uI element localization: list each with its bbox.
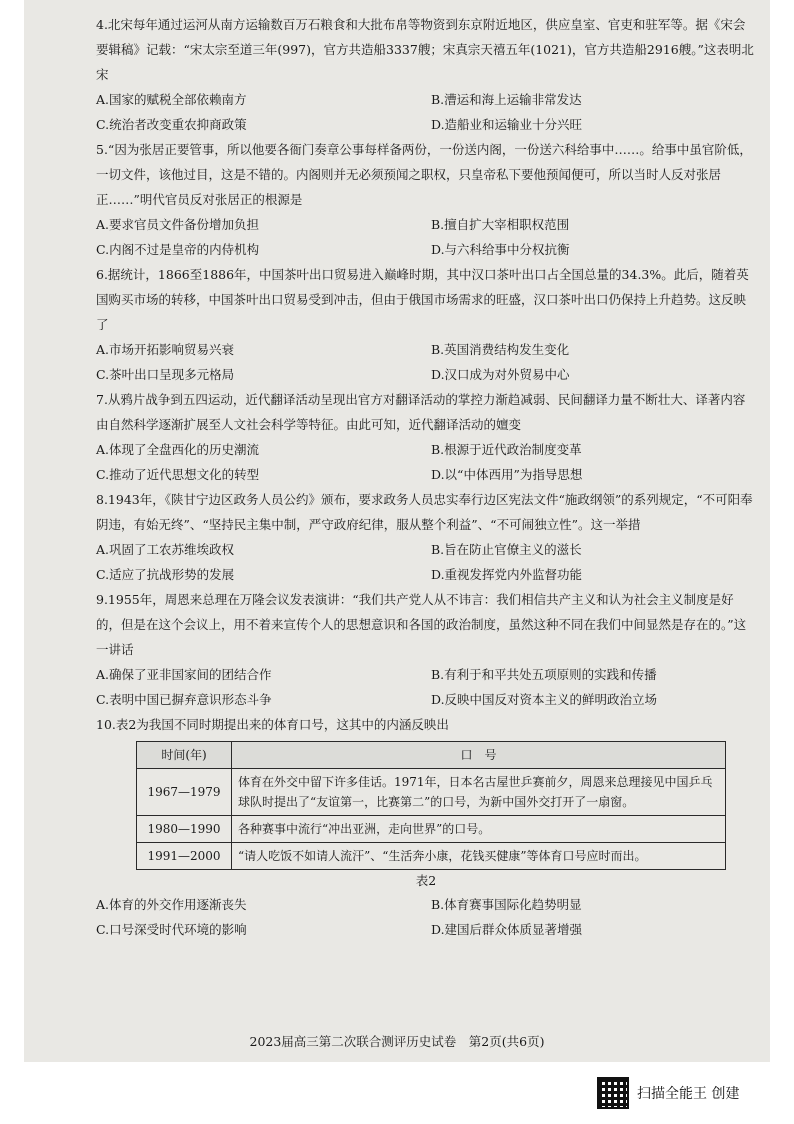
option-d: D.重视发挥党内外监督功能 [431, 567, 583, 582]
table-row [137, 769, 726, 816]
options [96, 337, 756, 387]
question-stem: 10.表2为我国不同时期提出来的体育口号，这其中的内涵反映出 [96, 717, 449, 732]
slogan-cell: 体育在外交中留下许多佳话。1971年，日本名古屋世乒赛前夕，周恩来总理接见中国乒乓球队时提出了“友谊第一，比赛第二”的口号，为新中国外交打开了一扇窗。 [232, 769, 726, 816]
question-4 [96, 12, 756, 137]
header-slogan: 口 号 [232, 742, 726, 769]
option-c: C.内阁不过是皇帝的内侍机构 [96, 242, 260, 257]
options [96, 662, 756, 712]
options [96, 437, 756, 487]
exam-content [96, 12, 756, 942]
option-a: A.巩固了工农苏维埃政权 [96, 542, 235, 557]
option-a: A.要求官员文件备份增加负担 [96, 217, 260, 232]
options [96, 87, 756, 137]
option-a: A.体现了全盘西化的历史潮流 [96, 442, 260, 457]
options [96, 537, 756, 587]
option-c: C.茶叶出口呈现多元格局 [96, 367, 235, 382]
question-7 [96, 387, 756, 487]
table-header-row [137, 742, 726, 769]
table-row [137, 843, 726, 870]
option-a: A.体育的外交作用逐渐丧失 [96, 897, 247, 912]
option-b: B.擅自扩大宰相职权范围 [431, 217, 570, 232]
option-b: B.根源于近代政治制度变革 [431, 442, 582, 457]
period-cell: 1967—1979 [137, 769, 232, 816]
option-b: B.漕运和海上运输非常发达 [431, 92, 582, 107]
option-b: B.体育赛事国际化趋势明显 [431, 897, 582, 912]
option-d: D.造船业和运输业十分兴旺 [431, 117, 583, 132]
option-c: C.统治者改变重农抑商政策 [96, 117, 247, 132]
option-c: C.口号深受时代环境的影响 [96, 922, 247, 937]
period-cell: 1980—1990 [137, 816, 232, 843]
option-b: B.英国消费结构发生变化 [431, 342, 570, 357]
option-a: A.市场开拓影响贸易兴衰 [96, 342, 235, 357]
option-c: C.适应了抗战形势的发展 [96, 567, 235, 582]
option-b: B.有利于和平共处五项原则的实践和传播 [431, 667, 657, 682]
header-period: 时间(年) [137, 742, 232, 769]
period-cell: 1991—2000 [137, 843, 232, 870]
option-d: D.以“中体西用”为指导思想 [431, 467, 583, 482]
watermark-text: 扫描全能王 创建 [637, 1086, 740, 1102]
option-d: D.建国后群众体质显著增强 [431, 922, 583, 937]
question-stem: 5.“因为张居正要管事，所以他要各衙门奏章公事每样备两份，一份送内阁，一份送六科给事中……。给事中虽官阶低，一切文件，该他过目，这是不错的。内阁则并无必须预闻之职权，只皇帝私下要他预闻便可，所以当时人反对张居正……”明代官员反对张居正的根源是 [96, 142, 752, 207]
qr-code-icon [597, 1077, 629, 1109]
slogan-cell: 各种赛事中流行“冲出亚洲，走向世界”的口号。 [232, 816, 726, 843]
option-d: D.反映中国反对资本主义的鲜明政治立场 [431, 692, 658, 707]
exam-paper [24, 0, 770, 1062]
question-9 [96, 587, 756, 712]
page-footer: 2023届高三第二次联合测评历史试卷 第2页(共6页) [249, 1034, 545, 1049]
option-a: A.确保了亚非国家间的团结合作 [96, 667, 272, 682]
question-stem: 4.北宋每年通过运河从南方运输数百万石粮食和大批布帛等物资到东京附近地区，供应皇室、官吏和驻军等。据《宋会要辑稿》记载：“宋太宗至道三年(997)，官方共造船3337艘；宋真宗天禧五年(1021)，官方共造船2916艘。”这表明北宋 [96, 17, 754, 82]
option-d: D.汉口成为对外贸易中心 [431, 367, 570, 382]
option-d: D.与六科给事中分权抗衡 [431, 242, 570, 257]
question-stem: 8.1943年，《陕甘宁边区政务人员公约》颁布，要求政务人员忠实奉行边区宪法文件“施政纲领”的系列规定，“不可阳奉阴违，有始无终”、“坚持民主集中制，严守政府纪律，服从整个利益”、“不可闹独立性”。这一举措 [96, 492, 753, 532]
slogan-table [136, 741, 726, 870]
options [96, 212, 756, 262]
question-8 [96, 487, 756, 587]
question-stem: 7.从鸦片战争到五四运动，近代翻译活动呈现出官方对翻译活动的掌控力渐趋减弱、民间翻译力量不断壮大、译著内容由自然科学逐渐扩展至人文社会科学等特征。由此可知，近代翻译活动的嬗变 [96, 392, 746, 432]
question-6 [96, 262, 756, 387]
option-a: A.国家的赋税全部依赖南方 [96, 92, 247, 107]
option-b: B.旨在防止官僚主义的滋长 [431, 542, 582, 557]
question-10 [96, 712, 756, 942]
slogan-cell: “请人吃饭不如请人流汗”、“生活奔小康，花钱买健康”等体育口号应时而出。 [232, 843, 726, 870]
table-row [137, 816, 726, 843]
question-stem: 9.1955年，周恩来总理在万隆会议发表演讲：“我们共产党人从不讳言：我们相信共产主义和认为社会主义制度是好的，但是在这个会议上，用不着来宣传个人的思想意识和各国的政治制度，虽然这种不同在我们中间显然是存在的。”这一讲话 [96, 592, 747, 657]
question-stem: 6.据统计，1866至1886年，中国茶叶出口贸易进入巅峰时期，其中汉口茶叶出口占全国总量的34.3%。此后，随着英国购买市场的转移，中国茶叶出口贸易受到冲击，但由于俄国市场需求的旺盛，汉口茶叶出口仍保持上升趋势。这反映了 [96, 267, 749, 332]
option-c: C.表明中国已摒弃意识形态斗争 [96, 692, 272, 707]
options [96, 892, 756, 942]
question-5 [96, 137, 756, 262]
scanner-watermark [597, 1076, 739, 1110]
option-c: C.推动了近代思想文化的转型 [96, 467, 260, 482]
table-caption: 表2 [415, 873, 437, 888]
